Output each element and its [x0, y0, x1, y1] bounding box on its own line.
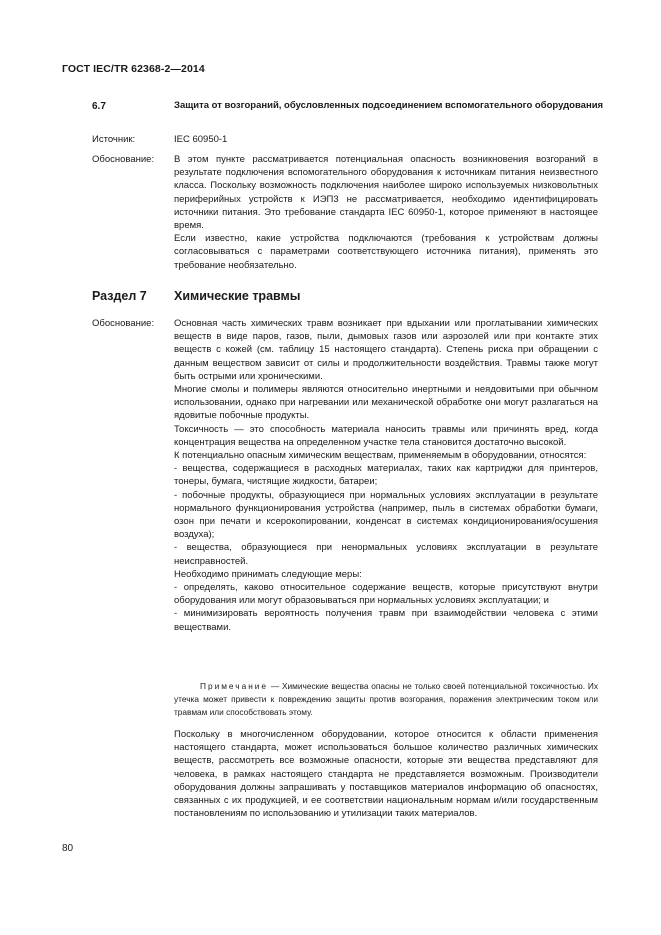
body-paragraph: Многие смолы и полимеры являются относительно инертными и неядовитыми при обычном использовании, однако при нагревании или механической обработке они могут разлагаться на ядовитые побочные продукты. [174, 384, 598, 422]
clause-number: 6.7 [92, 101, 106, 112]
section-rationale-label: Обоснование: [92, 318, 155, 329]
list-item: - минимизировать вероятность получения травм при взаимодействии человека с этими веществами. [174, 608, 598, 633]
list-item: - вещества, содержащиеся в расходных материалах, таких как картриджи для принтеров, тонеры, бумага, чистящие жидкости, батареи; [174, 463, 598, 488]
closing-paragraph: Поскольку в многочисленном оборудовании, которое относится к области применения настоящего стандарта, может использоваться большое количество различных химических веществ, рассмотреть все возможные опасности, которые эти вещества представляют для человека, в рамках настоящего стандарта не представляется возможным. Производители оборудования должны запрашивать у поставщиков материалов информацию об опасностях, связанных с их продукцией, и ее соответствии национальным нормам и/или государственным постановлениям по использованию и утилизации таких материалов. [174, 729, 598, 820]
list-item: - побочные продукты, образующиеся при нормальных условиях эксплуатации в результате нормального функционирования устройства (например, пыль в системах обработки бумаги, озон при печати и ксерокопировании, конденсат в системах кондиционирования/осушения воздуха); [174, 489, 598, 541]
clause-title: Защита от возгораний, обусловленных подсоединением вспомогательного оборудования [174, 100, 604, 111]
clause-rationale [174, 153, 598, 272]
rationale-paragraph: В этом пункте рассматривается потенциальная опасность возникновения возгораний в результате подключения вспомогательного оборудования к источникам питания неизвестного класса. Поскольку возможность подключения наиболее широко используемых низковольтных периферийных устройств к ИЭП3 не рассматривается, необходимо идентифицировать источники питания. Это требование стандарта IEC 60950-1, которое применяют в настоящее время. [174, 154, 598, 232]
list-item: - вещества, образующиеся при ненормальных условиях эксплуатации в результате неисправностей. [174, 542, 598, 567]
source-label: Источник: [92, 134, 136, 145]
list-item: - определять, каково относительное содержание веществ, которые присутствуют внутри оборудования или могут образовываться при нормальных условиях эксплуатации; и [174, 582, 598, 607]
page-number: 80 [62, 843, 74, 854]
section-title: Химические травмы [174, 289, 301, 303]
rationale-label: Обоснование: [92, 154, 155, 165]
body-paragraph: Необходимо принимать следующие меры: [174, 568, 362, 580]
body-paragraph: Основная часть химических травм возникает при вдыхании или проглатывании химических веществ в виде паров, газов, пыли, дымовых газов или аэрозолей или при контакте этих веществ с кожей (см. таблицу 15 настоящего стандарта). Степень риска при обращении с данным веществом зависит от силы и продолжительности воздействия. Травмы также могут быть острыми или хроническими. [174, 318, 598, 382]
note-label: Примечание [200, 681, 269, 691]
note [174, 680, 598, 718]
rationale-paragraph: Если известно, какие устройства подключаются (требования к устройствам должны согласовываться с параметрами соответствующего источника питания), применять это требование необязательно. [174, 233, 598, 271]
source-value: IEC 60950-1 [174, 134, 228, 145]
body-paragraph: Токсичность — это способность материала наносить травмы или причинять вред, когда концентрация вещества на определенном участке тела становится достаточно высокой. [174, 423, 598, 448]
section-number: Раздел 7 [92, 289, 147, 303]
section-body [174, 317, 598, 634]
document-header: ГОСТ IEC/TR 62368-2—2014 [62, 63, 205, 75]
note-text: — Химические вещества опасны не только своей потенциальной токсичностью. Их утечка может привести к повреждению защиты против возгорания, поражения электрическим током или травмам или способствовать этому. [174, 681, 598, 717]
body-paragraph: К потенциально опасным химическим веществам, применяемым в оборудовании, относятся: [174, 450, 587, 462]
